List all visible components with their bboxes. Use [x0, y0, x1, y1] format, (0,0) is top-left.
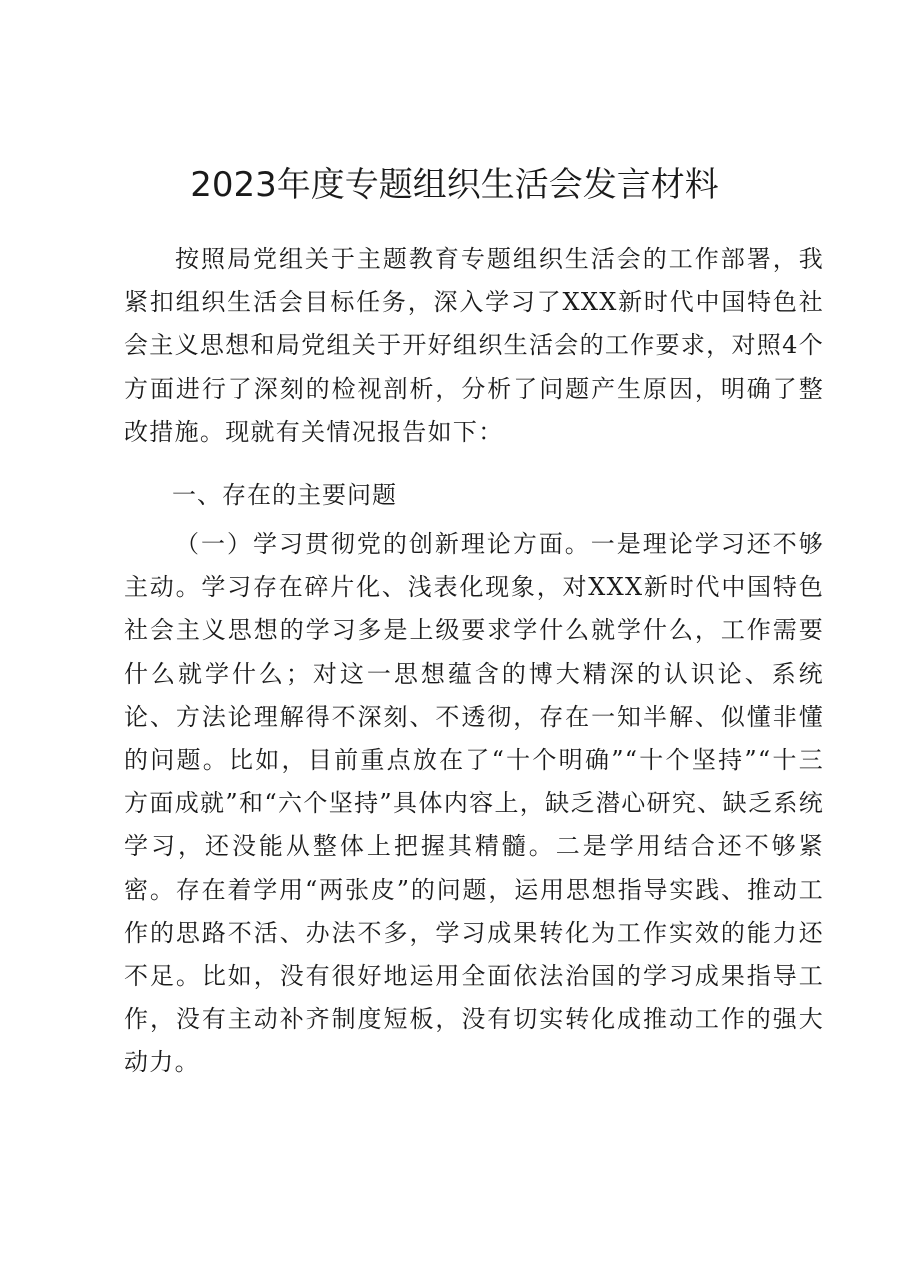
subsection-paragraph: （一）学习贯彻党的创新理论方面。一是理论学习还不够主动。学习存在碎片化、浅表化现象，对XXX新时代中国特色社会主义思想的学习多是上级要求学什么就学什么，工作需要什么就学什么；对这一思想蕴含的博大精深的认识论、系统论、方法论理解得不深刻、不透彻，存在一知半解、似懂非懂的问题。比如，目前重点放在了“十个明确”“十个坚持”“十三方面成就”和“六个坚持”具体内容上，缺乏潜心研究、缺乏系统学习，还没能从整体上把握其精髓。二是学用结合还不够紧密。存在着学用“两张皮”的问题，运用思想指导实践、推动工作的思路不活、办法不多，学习成果转化为工作实效的能力还不足。比如，没有很好地运用全面依法治国的学习成果指导工作，没有主动补齐制度短板，没有切实转化成推动工作的强大动力。 — [124, 530, 824, 1077]
intro-paragraph: 按照局党组关于主题教育专题组织生活会的工作部署，我紧扣组织生活会目标任务，深入学习了XXX新时代中国特色社会主义思想和局党组关于开好组织生活会的工作要求，对照4个方面进行了深刻的检视剖析，分析了问题产生原因，明确了整改措施。现就有关情况报告如下： — [124, 245, 824, 446]
document-title: 2023年度专题组织生活会发言材料 — [190, 165, 719, 205]
section-heading: 一、存在的主要问题 — [172, 481, 397, 509]
